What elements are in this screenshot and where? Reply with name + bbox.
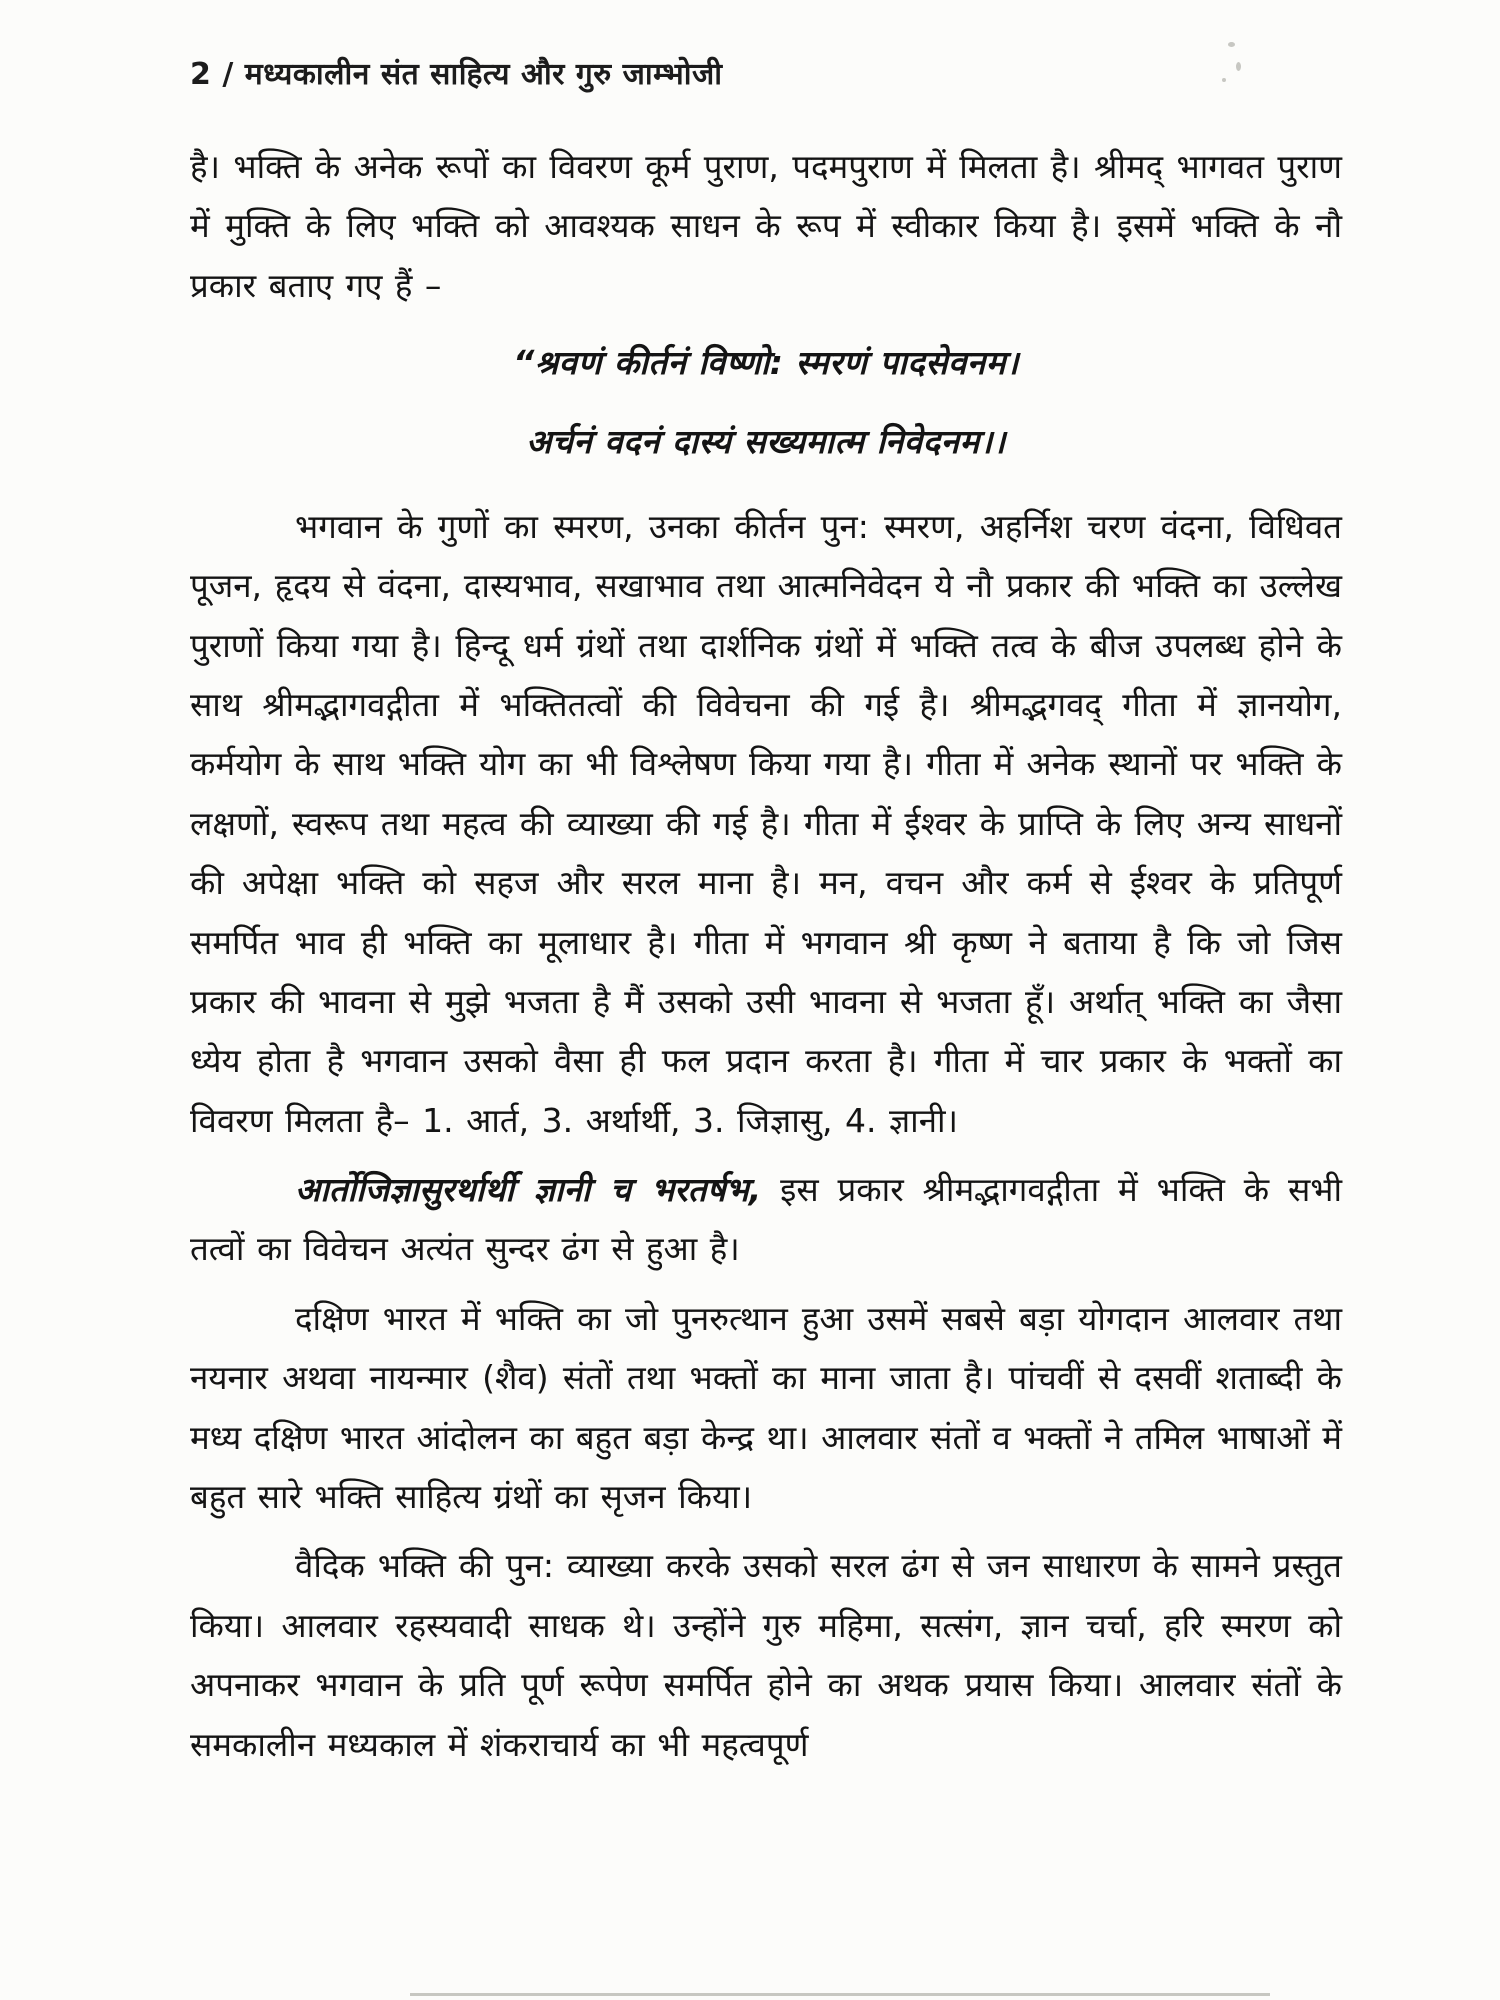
paragraph-south-india-bhakti: दक्षिण भारत में भक्ति का जो पुनरुत्थान हुआ उसमें सबसे बड़ा योगदान आलवार तथा नयनार अथवा नायन्मार (शैव) संतों तथा भक्तों का माना जाता है। पांचवीं से दसवीं शताब्दी के मध्य दक्षिण भारत आंदोलन का बहुत बड़ा केन्द्र था। आलवार संतों व भक्तों ने तमिल भाषाओं में बहुत सारे भक्ति साहित्य ग्रंथों का सृजन किया। [190,1298,1342,1517]
verse-citation-lead: आर्तोजिज्ञासुरर्थार्थी ज्ञानी च भरतर्षभ, [295,1170,762,1210]
paragraph-gita-citation [190,1160,1342,1279]
scan-artifact [1228,42,1235,47]
scan-artifact [1236,62,1241,71]
paragraph-continuation: है। भक्ति के अनेक रूपों का विवरण कूर्म पुराण, पदमपुराण में मिलता है। श्रीमद् भागवत पुराण में मुक्ति के लिए भक्ति को आवश्यक साधन के रूप में स्वीकार किया है। इसमें भक्ति के नौ प्रकार बताए गए हैं – [190,147,1342,305]
verse-line-2: अर्चनं वदनं दास्यं सख्यमात्म निवेदनम।। [526,421,1006,461]
verse-line-1: “श्रवणं कीर्तनं विष्णो: स्मरणं पादसेवनम। [513,343,1019,383]
paragraph-bhakti-nine-types: भगवान के गुणों का स्मरण, उनका कीर्तन पुन: स्मरण, अहर्निश चरण वंदना, विधिवत पूजन, हृदय से वंदना, दास्यभाव, सखाभाव तथा आत्मनिवेदन ये नौ प्रकार की भक्ति का उल्लेख पुराणों किया गया है। हिन्दू धर्म ग्रंथों तथा दार्शनिक ग्रंथों में भक्ति तत्व के बीज उपलब्ध होने के साथ श्रीमद्भागवद्गीता में भक्तितत्वों की विवेचना की गई है। श्रीमद्भगवद् गीता में ज्ञानयोग, कर्मयोग के साथ भक्ति योग का भी विश्लेषण किया गया है। गीता में अनेक स्थानों पर भक्ति के लक्षणों, स्वरूप तथा महत्व की व्याख्या की गई है। गीता में ईश्वर के प्राप्ति के लिए अन्य साधनों की अपेक्षा भक्ति को सहज और सरल माना है। मन, वचन और कर्म से ईश्वर के प्रतिपूर्ण समर्पित भाव ही भक्ति का मूलाधार है। गीता में भगवान श्री कृष्ण ने बताया है कि जो जिस प्रकार की भावना से मुझे भजता है मैं उसको उसी भावना से भजता हूँ। अर्थात् भक्ति का जैसा ध्येय होता है भगवान उसको वैसा ही फल प्रदान करता है। गीता में चार प्रकार के भक्तों का विवरण मिलता है– 1. आर्त, 3. अर्थार्थी, 3. जिज्ञासु, 4. ज्ञानी। [190,506,1342,1140]
paragraph-vedic-bhakti-alvar: वैदिक भक्ति की पुन: व्याख्या करके उसको सरल ढंग से जन साधारण के सामने प्रस्तुत किया। आलवार रहस्यवादी साधक थे। उन्होंने गुरु महिमा, सत्संग, ज्ञान चर्चा, हरि स्मरण को अपनाकर भगवान के प्रति पूर्ण रूपेण समर्पित होने का अथक प्रयास किया। आलवार संतों के समकालीन मध्यकाल में शंकराचार्य का भी महत्वपूर्ण [190,1546,1342,1764]
citation-explanation: इस प्रकार श्रीमद्भागवद्गीता में भक्ति के सभी तत्वों का विवेचन अत्यंत सुन्दर ढंग से हुआ है। [190,1170,1342,1269]
sanskrit-verse [190,337,1342,469]
scan-artifact [1222,78,1226,82]
scan-edge-artifact [410,1993,1270,1996]
running-header [190,52,1342,93]
page-number-and-title: 2 / मध्यकालीन संत साहित्य और गुरु जाम्भोजी [190,57,723,92]
book-page-content [190,52,1342,1784]
